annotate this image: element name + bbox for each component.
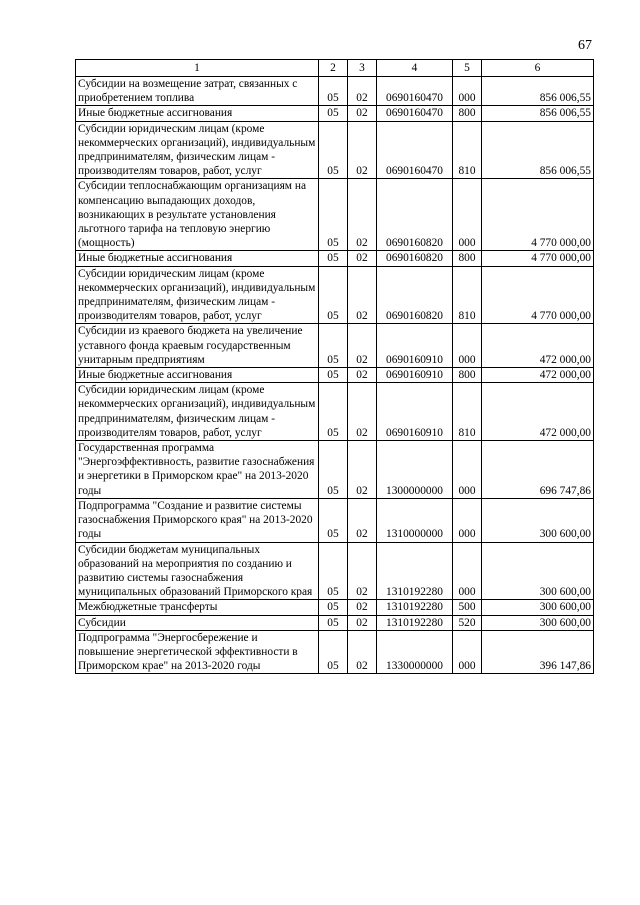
row-subsection-cell: 02 — [348, 251, 377, 266]
row-target-article-cell: 0690160910 — [377, 383, 453, 441]
budget-table — [75, 59, 594, 674]
row-amount-cell: 300 600,00 — [482, 615, 594, 630]
row-expense-type-cell: 500 — [453, 600, 482, 615]
table-row — [76, 77, 594, 106]
row-expense-type-cell: 520 — [453, 615, 482, 630]
header-row — [76, 60, 594, 77]
row-section-cell: 05 — [319, 615, 348, 630]
table-row — [76, 542, 594, 600]
row-section-cell: 05 — [319, 441, 348, 499]
row-target-article-cell: 0690160470 — [377, 106, 453, 121]
table-header — [76, 60, 594, 77]
row-name-cell: Субсидии теплоснабжающим организациям на компенсацию выпадающих доходов, возникающих в результате установления льготного тарифа на тепловую энергию (мощность) — [76, 179, 319, 251]
row-section-cell: 05 — [319, 498, 348, 542]
row-expense-type-cell: 800 — [453, 106, 482, 121]
row-expense-type-cell: 000 — [453, 324, 482, 368]
row-amount-cell: 300 600,00 — [482, 498, 594, 542]
row-subsection-cell: 02 — [348, 615, 377, 630]
row-amount-cell: 300 600,00 — [482, 600, 594, 615]
row-name-cell: Субсидии из краевого бюджета на увеличение уставного фонда краевым государственным унитарным предприятиям — [76, 324, 319, 368]
row-subsection-cell: 02 — [348, 179, 377, 251]
row-amount-cell: 856 006,55 — [482, 106, 594, 121]
row-target-article-cell: 0690160910 — [377, 324, 453, 368]
row-expense-type-cell: 810 — [453, 266, 482, 324]
table-row — [76, 441, 594, 499]
row-expense-type-cell: 800 — [453, 251, 482, 266]
row-section-cell: 05 — [319, 600, 348, 615]
row-name-cell: Субсидии — [76, 615, 319, 630]
row-target-article-cell: 0690160910 — [377, 368, 453, 383]
row-subsection-cell: 02 — [348, 106, 377, 121]
row-expense-type-cell: 810 — [453, 121, 482, 179]
row-amount-cell: 4 770 000,00 — [482, 266, 594, 324]
row-name-cell: Субсидии юридическим лицам (кроме некоммерческих организаций), индивидуальным предпринимателям, физическим лицам - производителям товаров, работ, услуг — [76, 266, 319, 324]
table-row — [76, 324, 594, 368]
row-target-article-cell: 1310192280 — [377, 615, 453, 630]
row-expense-type-cell: 000 — [453, 179, 482, 251]
table-row — [76, 498, 594, 542]
row-amount-cell: 472 000,00 — [482, 368, 594, 383]
row-name-cell: Субсидии юридическим лицам (кроме некоммерческих организаций), индивидуальным предпринимателям, физическим лицам - производителям товаров, работ, услуг — [76, 121, 319, 179]
row-section-cell: 05 — [319, 383, 348, 441]
header-col-4: 4 — [377, 60, 453, 77]
row-name-cell: Иные бюджетные ассигнования — [76, 368, 319, 383]
table-row — [76, 630, 594, 674]
header-col-6: 6 — [482, 60, 594, 77]
row-section-cell: 05 — [319, 542, 348, 600]
table-row — [76, 383, 594, 441]
row-expense-type-cell: 800 — [453, 368, 482, 383]
row-expense-type-cell: 000 — [453, 441, 482, 499]
row-subsection-cell: 02 — [348, 383, 377, 441]
row-amount-cell: 856 006,55 — [482, 121, 594, 179]
row-amount-cell: 696 747,86 — [482, 441, 594, 499]
row-subsection-cell: 02 — [348, 121, 377, 179]
row-target-article-cell: 0690160820 — [377, 179, 453, 251]
row-name-cell: Субсидии бюджетам муниципальных образований на мероприятия по созданию и развитию системы газоснабжения муниципальных образований Приморского края — [76, 542, 319, 600]
header-col-3: 3 — [348, 60, 377, 77]
row-section-cell: 05 — [319, 630, 348, 674]
row-expense-type-cell: 000 — [453, 498, 482, 542]
row-target-article-cell: 0690160470 — [377, 77, 453, 106]
row-subsection-cell: 02 — [348, 600, 377, 615]
row-section-cell: 05 — [319, 77, 348, 106]
row-expense-type-cell: 000 — [453, 77, 482, 106]
row-section-cell: 05 — [319, 106, 348, 121]
row-target-article-cell: 0690160470 — [377, 121, 453, 179]
row-subsection-cell: 02 — [348, 324, 377, 368]
row-target-article-cell: 1300000000 — [377, 441, 453, 499]
row-name-cell: Субсидии на возмещение затрат, связанных с приобретением топлива — [76, 77, 319, 106]
header-col-5: 5 — [453, 60, 482, 77]
row-amount-cell: 4 770 000,00 — [482, 251, 594, 266]
table-row — [76, 251, 594, 266]
row-section-cell: 05 — [319, 266, 348, 324]
row-target-article-cell: 1310000000 — [377, 498, 453, 542]
row-section-cell: 05 — [319, 324, 348, 368]
table-row — [76, 266, 594, 324]
row-name-cell: Государственная программа "Энергоэффективность, развитие газоснабжения и энергетики в Приморском крае" на 2013-2020 годы — [76, 441, 319, 499]
row-expense-type-cell: 810 — [453, 383, 482, 441]
row-target-article-cell: 0690160820 — [377, 251, 453, 266]
header-col-2: 2 — [319, 60, 348, 77]
row-section-cell: 05 — [319, 121, 348, 179]
row-subsection-cell: 02 — [348, 266, 377, 324]
row-subsection-cell: 02 — [348, 77, 377, 106]
row-target-article-cell: 1330000000 — [377, 630, 453, 674]
row-subsection-cell: 02 — [348, 441, 377, 499]
row-section-cell: 05 — [319, 179, 348, 251]
table-body — [76, 77, 594, 674]
row-target-article-cell: 1310192280 — [377, 600, 453, 615]
row-expense-type-cell: 000 — [453, 630, 482, 674]
table-row — [76, 106, 594, 121]
row-name-cell: Межбюджетные трансферты — [76, 600, 319, 615]
row-amount-cell: 856 006,55 — [482, 77, 594, 106]
row-section-cell: 05 — [319, 368, 348, 383]
table-row — [76, 600, 594, 615]
row-name-cell: Иные бюджетные ассигнования — [76, 251, 319, 266]
row-name-cell: Субсидии юридическим лицам (кроме некоммерческих организаций), индивидуальным предпринимателям, физическим лицам - производителям товаров, работ, услуг — [76, 383, 319, 441]
row-name-cell: Подпрограмма "Энергосбережение и повышение энергетической эффективности в Приморском крае" на 2013-2020 годы — [76, 630, 319, 674]
table-row — [76, 179, 594, 251]
row-subsection-cell: 02 — [348, 542, 377, 600]
header-col-1: 1 — [76, 60, 319, 77]
row-target-article-cell: 0690160820 — [377, 266, 453, 324]
row-section-cell: 05 — [319, 251, 348, 266]
table-row — [76, 615, 594, 630]
row-subsection-cell: 02 — [348, 368, 377, 383]
row-subsection-cell: 02 — [348, 498, 377, 542]
row-amount-cell: 472 000,00 — [482, 383, 594, 441]
row-amount-cell: 472 000,00 — [482, 324, 594, 368]
row-amount-cell: 396 147,86 — [482, 630, 594, 674]
row-name-cell: Подпрограмма "Создание и развитие системы газоснабжения Приморского края" на 2013-2020 годы — [76, 498, 319, 542]
row-expense-type-cell: 000 — [453, 542, 482, 600]
page-number: 67 — [578, 38, 592, 53]
row-subsection-cell: 02 — [348, 630, 377, 674]
table-row — [76, 121, 594, 179]
row-name-cell: Иные бюджетные ассигнования — [76, 106, 319, 121]
row-amount-cell: 300 600,00 — [482, 542, 594, 600]
row-amount-cell: 4 770 000,00 — [482, 179, 594, 251]
table-row — [76, 368, 594, 383]
row-target-article-cell: 1310192280 — [377, 542, 453, 600]
